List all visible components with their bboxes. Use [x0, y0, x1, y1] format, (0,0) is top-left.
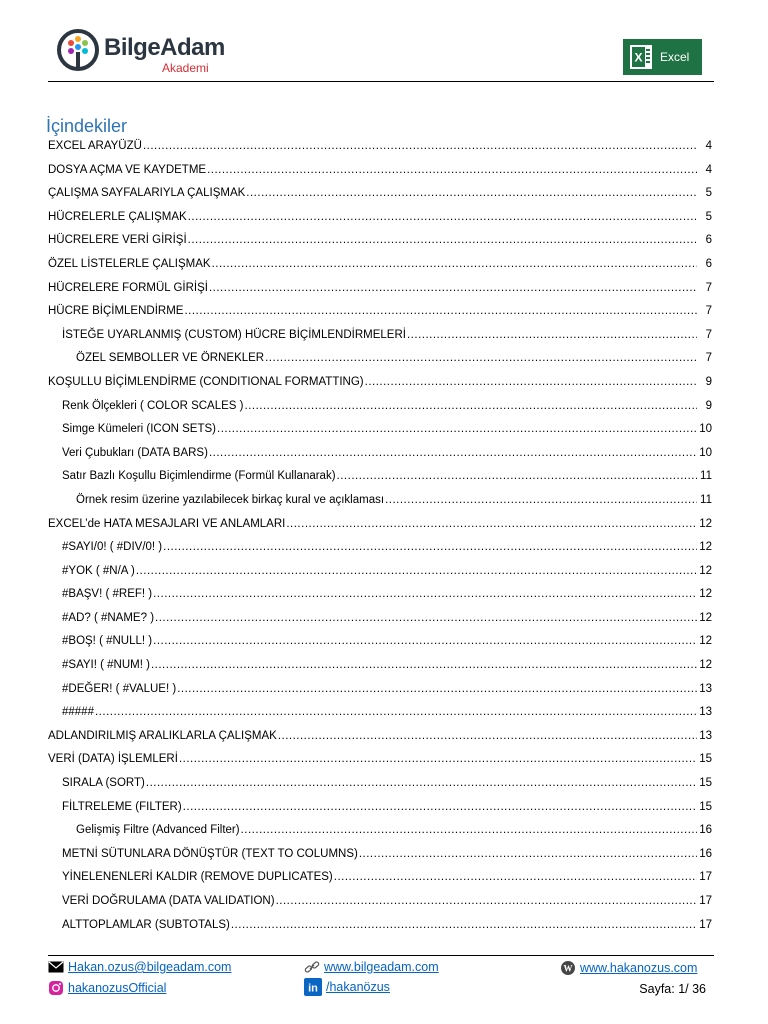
- toc-leader-dots: [265, 352, 697, 364]
- toc-entry-label: VERİ (DATA) İŞLEMLERİ: [48, 753, 178, 766]
- toc-entry[interactable]: [48, 376, 712, 400]
- email-link[interactable]: Hakan.ozus@bilgeadam.com: [68, 960, 232, 974]
- wordpress-icon: [560, 960, 576, 976]
- toc-leader-dots: [286, 518, 697, 530]
- toc-entry-label: #SAYI! ( #NUM! ): [62, 659, 150, 672]
- toc-entry-page: 15: [699, 753, 712, 766]
- toc-entry-label: EXCEL’de HATA MESAJLARI VE ANLAMLARI: [48, 517, 286, 530]
- bilgeadam-logo: [56, 28, 225, 74]
- toc-entry[interactable]: [48, 423, 712, 447]
- toc-entry-page: 12: [699, 517, 712, 530]
- toc-entry-label: HÜCRE BİÇİMLENDİRME: [48, 305, 184, 318]
- toc-leader-dots: [153, 635, 697, 647]
- toc-leader-dots: [231, 919, 697, 931]
- toc-entry-label: EXCEL ARAYÜZÜ: [48, 140, 142, 152]
- toc-leader-dots: [359, 848, 697, 860]
- toc-leader-dots: [278, 730, 697, 742]
- toc-leader-dots: [177, 683, 697, 695]
- toc-entry-page: 17: [699, 871, 712, 884]
- toc-entry-page: 9: [705, 375, 712, 388]
- toc-entry[interactable]: [48, 518, 712, 542]
- toc-entry[interactable]: [48, 234, 712, 258]
- toc-entry[interactable]: [48, 777, 712, 801]
- toc-entry-label: ADLANDIRILMIŞ ARALIKLARLA ÇALIŞMAK: [48, 729, 277, 742]
- toc-entry-label: HÜCRELERLE ÇALIŞMAK: [48, 210, 187, 223]
- toc-leader-dots: [184, 305, 697, 317]
- toc-leader-dots: [151, 659, 697, 671]
- toc-entry-label: Veri Çubukları (DATA BARS): [62, 446, 208, 459]
- svg-text:in: in: [308, 982, 318, 995]
- linkedin-link[interactable]: /hakanözus: [326, 980, 390, 994]
- link-icon: [304, 960, 320, 974]
- toc-entry-page: 12: [699, 541, 712, 554]
- toc-entry[interactable]: [48, 919, 712, 943]
- toc-entry[interactable]: [48, 329, 712, 353]
- toc-entry-page: 11: [700, 493, 712, 506]
- toc-entry[interactable]: [48, 871, 712, 895]
- toc-entry-label: Örnek resim üzerine yazılabilecek birkaç kural ve açıklaması: [76, 493, 385, 506]
- toc-entry-page: 9: [705, 399, 712, 412]
- toc-entry-page: 13: [699, 729, 712, 742]
- header-divider: [48, 81, 714, 82]
- toc-entry[interactable]: [48, 447, 712, 471]
- toc-entry-page: 10: [699, 423, 712, 436]
- svg-text:W: W: [563, 963, 573, 974]
- toc-entry-page: 12: [699, 635, 712, 648]
- toc-title: İçindekiler: [46, 116, 128, 136]
- toc-entry[interactable]: [48, 824, 712, 848]
- toc-entry[interactable]: [48, 258, 712, 282]
- toc-leader-dots: [146, 777, 697, 789]
- toc-entry-page: 13: [699, 706, 712, 719]
- excel-badge: [623, 39, 702, 75]
- toc-leader-dots: [337, 470, 697, 482]
- toc-entry[interactable]: [48, 848, 712, 872]
- toc-entry-page: 16: [699, 847, 712, 860]
- toc-entry-page: 15: [699, 777, 712, 790]
- toc-entry-page: 16: [699, 824, 712, 837]
- toc-entry-page: 17: [699, 918, 712, 931]
- envelope-icon: [48, 961, 64, 973]
- toc-entry-page: 7: [705, 281, 712, 294]
- instagram-icon: [48, 980, 64, 996]
- toc-entry-label: Gelişmiş Filtre (Advanced Filter): [76, 824, 240, 837]
- toc-entry[interactable]: [48, 612, 712, 636]
- toc-entry-label: SIRALA (SORT): [62, 777, 145, 790]
- toc-entry-label: ÖZEL SEMBOLLER VE ÖRNEKLER: [76, 352, 265, 365]
- toc-entry-label: KOŞULLU BİÇİMLENDİRME (CONDITIONAL FORMATTING): [48, 375, 364, 388]
- toc-leader-dots: [188, 234, 697, 246]
- toc-leader-dots: [241, 824, 697, 836]
- toc-entry-label: #BOŞ! ( #NULL! ): [62, 635, 153, 648]
- toc-entry[interactable]: [48, 659, 712, 683]
- toc-entry[interactable]: [48, 305, 712, 329]
- toc-leader-dots: [209, 282, 697, 294]
- toc-leader-dots: [155, 612, 697, 624]
- toc-entry-label: HÜCRELERE FORMÜL GİRİŞİ: [48, 281, 208, 294]
- toc-entry-page: 17: [699, 895, 712, 907]
- excel-icon: [630, 45, 652, 69]
- toc-entry-page: 6: [705, 257, 712, 270]
- toc-entry-label: VERİ DOĞRULAMA (DATA VALIDATION): [62, 895, 275, 907]
- toc-leader-dots: [246, 187, 697, 199]
- footer-blog: [560, 960, 697, 976]
- toc-entry-label: Satır Bazlı Koşullu Biçimlendirme (Formül Kullanarak): [62, 470, 336, 483]
- toc-entry[interactable]: [48, 494, 712, 518]
- toc-leader-dots: [217, 423, 697, 435]
- excel-icon-letter: X: [634, 50, 643, 65]
- toc-leader-dots: [209, 447, 697, 459]
- page-header: [48, 24, 714, 82]
- toc-entry-page: 15: [699, 800, 712, 813]
- toc-leader-dots: [385, 494, 697, 506]
- toc-entry[interactable]: [48, 801, 712, 825]
- toc-leader-dots: [245, 400, 698, 412]
- toc-entry-page: 12: [699, 588, 712, 601]
- toc-leader-dots: [136, 565, 697, 577]
- toc-leader-dots: [183, 801, 697, 813]
- footer-linkedin: [304, 978, 390, 996]
- toc-leader-dots: [179, 753, 697, 765]
- excel-badge-label: Excel: [660, 50, 690, 64]
- toc-entry[interactable]: [48, 541, 712, 565]
- toc-entry[interactable]: [48, 400, 712, 424]
- toc-leader-dots: [334, 871, 697, 883]
- toc-entry-label: #AD? ( #NAME? ): [62, 611, 155, 624]
- toc-entry-page: 12: [699, 611, 712, 624]
- toc-entry[interactable]: [48, 470, 712, 494]
- table-of-contents: [48, 140, 712, 942]
- toc-entry-label: Simge Kümeleri (ICON SETS): [62, 423, 217, 436]
- toc-entry-label: METNİ SÜTUNLARA DÖNÜŞTÜR (TEXT TO COLUMNS): [62, 847, 358, 860]
- toc-entry-page: 6: [705, 234, 712, 247]
- toc-entry-page: 12: [699, 659, 712, 672]
- toc-entry-label: #####: [62, 706, 94, 719]
- instagram-link[interactable]: hakanozusOfficial: [68, 981, 167, 995]
- logo-subtitle: Akademi: [162, 61, 209, 75]
- toc-entry-page: 7: [705, 328, 712, 341]
- linkedin-icon: [304, 978, 322, 996]
- toc-entry-label: DOSYA AÇMA VE KAYDETME: [48, 163, 207, 176]
- toc-entry-label: ÖZEL LİSTELERLE ÇALIŞMAK: [48, 257, 211, 270]
- toc-entry-page: 7: [705, 305, 712, 318]
- page-number: Sayfa: 1/ 36: [639, 982, 706, 996]
- footer-email: [48, 960, 231, 974]
- toc-entry[interactable]: [48, 588, 712, 612]
- footer-divider: [48, 955, 714, 956]
- toc-entry-label: FİLTRELEME (FILTER): [62, 800, 182, 813]
- toc-entry-page: 11: [700, 470, 712, 483]
- toc-entry[interactable]: [48, 187, 712, 211]
- toc-leader-dots: [212, 258, 697, 270]
- toc-leader-dots: [276, 895, 697, 907]
- toc-entry-label: Renk Ölçekleri ( COLOR SCALES ): [62, 399, 244, 412]
- toc-entry-label: ÇALIŞMA SAYFALARIYLA ÇALIŞMAK: [48, 187, 246, 200]
- toc-entry[interactable]: [48, 895, 712, 919]
- toc-entry-label: YİNELENENLERİ KALDIR (REMOVE DUPLICATES): [62, 871, 333, 884]
- toc-entry[interactable]: [48, 282, 712, 306]
- toc-entry-page: 12: [699, 564, 712, 577]
- toc-leader-dots: [163, 541, 697, 553]
- toc-entry-page: 4: [705, 140, 712, 152]
- toc-entry-label: ALTTOPLAMLAR (SUBTOTALS): [62, 918, 230, 931]
- toc-leader-dots: [153, 588, 697, 600]
- toc-entry[interactable]: [48, 565, 712, 589]
- toc-entry-page: 5: [705, 187, 712, 200]
- website-link[interactable]: www.bilgeadam.com: [324, 960, 439, 974]
- toc-entry-page: 13: [699, 682, 712, 695]
- toc-entry-label: #DEĞER! ( #VALUE! ): [62, 682, 177, 695]
- toc-entry[interactable]: [48, 730, 712, 754]
- toc-entry[interactable]: [48, 140, 712, 164]
- toc-entry[interactable]: [48, 753, 712, 777]
- toc-entry-page: 10: [699, 446, 712, 459]
- toc-entry[interactable]: [48, 706, 712, 730]
- toc-entry[interactable]: [48, 211, 712, 235]
- toc-leader-dots: [188, 211, 697, 223]
- toc-entry-page: 7: [705, 352, 712, 365]
- toc-entry[interactable]: [48, 635, 712, 659]
- toc-entry[interactable]: [48, 164, 712, 188]
- toc-entry-label: #BAŞV! ( #REF! ): [62, 588, 153, 601]
- toc-leader-dots: [365, 376, 697, 388]
- footer-instagram: [48, 980, 166, 996]
- toc-leader-dots: [407, 329, 697, 341]
- blog-link[interactable]: www.hakanozus.com: [580, 961, 698, 975]
- toc-leader-dots: [207, 164, 697, 176]
- bilgeadam-logo-icon: [56, 28, 100, 72]
- page-footer: [48, 958, 714, 1002]
- toc-entry-label: HÜCRELERE VERİ GİRİŞİ: [48, 234, 187, 247]
- toc-entry[interactable]: [48, 683, 712, 707]
- toc-leader-dots: [95, 706, 697, 718]
- logo-name: BilgeAdam: [104, 34, 225, 61]
- toc-entry-label: #YOK ( #N/A ): [62, 564, 135, 577]
- toc-leader-dots: [143, 140, 697, 152]
- toc-entry[interactable]: [48, 352, 712, 376]
- toc-entry-label: İSTEĞE UYARLANMIŞ (CUSTOM) HÜCRE BİÇİMLENDİRMELERİ: [62, 328, 406, 341]
- toc-entry-page: 4: [705, 163, 712, 176]
- footer-website: [304, 960, 439, 974]
- toc-entry-page: 5: [705, 210, 712, 223]
- toc-entry-label: #SAYI/0! ( #DIV/0! ): [62, 541, 163, 554]
